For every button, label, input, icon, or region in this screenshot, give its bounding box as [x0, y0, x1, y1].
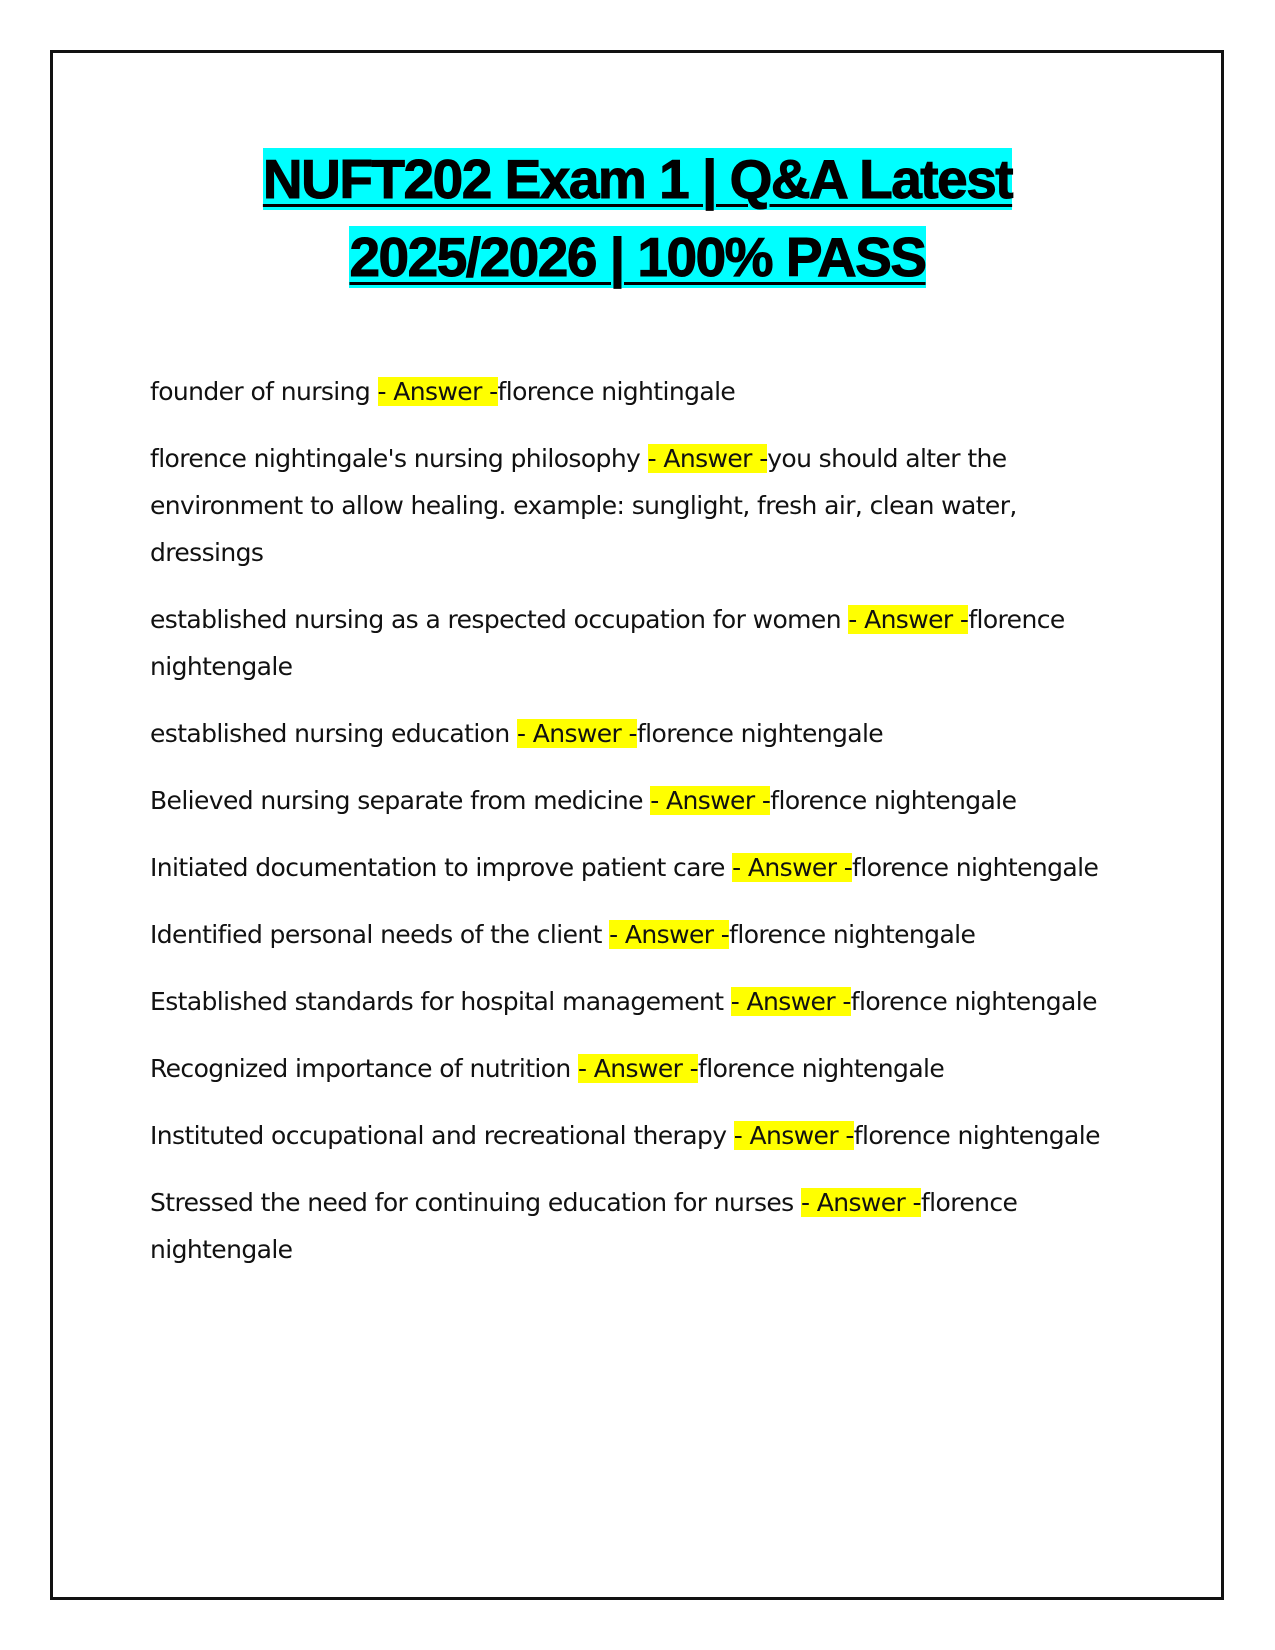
qa-item — [150, 1112, 1135, 1159]
qa-item — [150, 1045, 1135, 1092]
answer-text: florence nightengale — [770, 786, 1017, 815]
question-text: Believed nursing separate from medicine — [150, 786, 651, 815]
answer-text: florence nightengale — [853, 1121, 1100, 1150]
question-text: established nursing education — [150, 719, 517, 748]
question-text: established nursing as a respected occupation for women — [150, 605, 849, 634]
question-text: Instituted occupational and recreational therapy — [150, 1121, 734, 1150]
answer-text: florence nightengale — [150, 1188, 1018, 1264]
qa-item — [150, 978, 1135, 1025]
answer-text: florence nightingale — [497, 377, 736, 406]
qa-item — [150, 911, 1135, 958]
answer-marker: - Answer - — [377, 377, 498, 406]
qa-list — [150, 368, 1135, 1293]
answer-marker: - Answer - — [733, 1121, 854, 1150]
answer-marker: - Answer - — [516, 719, 637, 748]
answer-marker: - Answer - — [650, 786, 771, 815]
question-text: Initiated documentation to improve patient care — [150, 853, 733, 882]
qa-item — [150, 1179, 1135, 1273]
qa-item — [150, 844, 1135, 891]
question-text: Stressed the need for continuing education for nurses — [150, 1188, 801, 1217]
answer-marker: - Answer - — [800, 1188, 921, 1217]
answer-marker: - Answer - — [578, 1054, 699, 1083]
title-line-1: NUFT202 Exam 1 | Q&A Latest — [262, 148, 1013, 210]
answer-marker: - Answer - — [730, 987, 851, 1016]
answer-text: florence nightengale — [852, 853, 1099, 882]
answer-marker: - Answer - — [732, 853, 853, 882]
question-text: Established standards for hospital management — [150, 987, 731, 1016]
answer-text: florence nightengale — [150, 605, 1065, 681]
answer-text: you should alter the environment to allow healing. example: sunglight, fresh air, clean water, dressings — [150, 444, 1017, 567]
page-title — [0, 140, 1275, 296]
qa-item — [150, 368, 1135, 415]
answer-marker: - Answer - — [609, 920, 730, 949]
question-text: Recognized importance of nutrition — [150, 1054, 579, 1083]
question-text: founder of nursing — [150, 377, 378, 406]
answer-text: florence nightengale — [729, 920, 976, 949]
answer-text: florence nightengale — [636, 719, 884, 748]
question-text: Identified personal needs of the client — [150, 920, 610, 949]
qa-item — [150, 710, 1135, 757]
qa-item — [150, 435, 1135, 576]
question-text: florence nightingale's nursing philosophy — [150, 444, 648, 473]
answer-marker: - Answer - — [647, 444, 768, 473]
qa-item — [150, 777, 1135, 824]
answer-marker: - Answer - — [848, 605, 969, 634]
title-line-2: 2025/2026 | 100% PASS — [349, 226, 926, 288]
answer-text: florence nightengale — [850, 987, 1097, 1016]
answer-text: florence nightengale — [698, 1054, 945, 1083]
qa-item — [150, 596, 1135, 690]
